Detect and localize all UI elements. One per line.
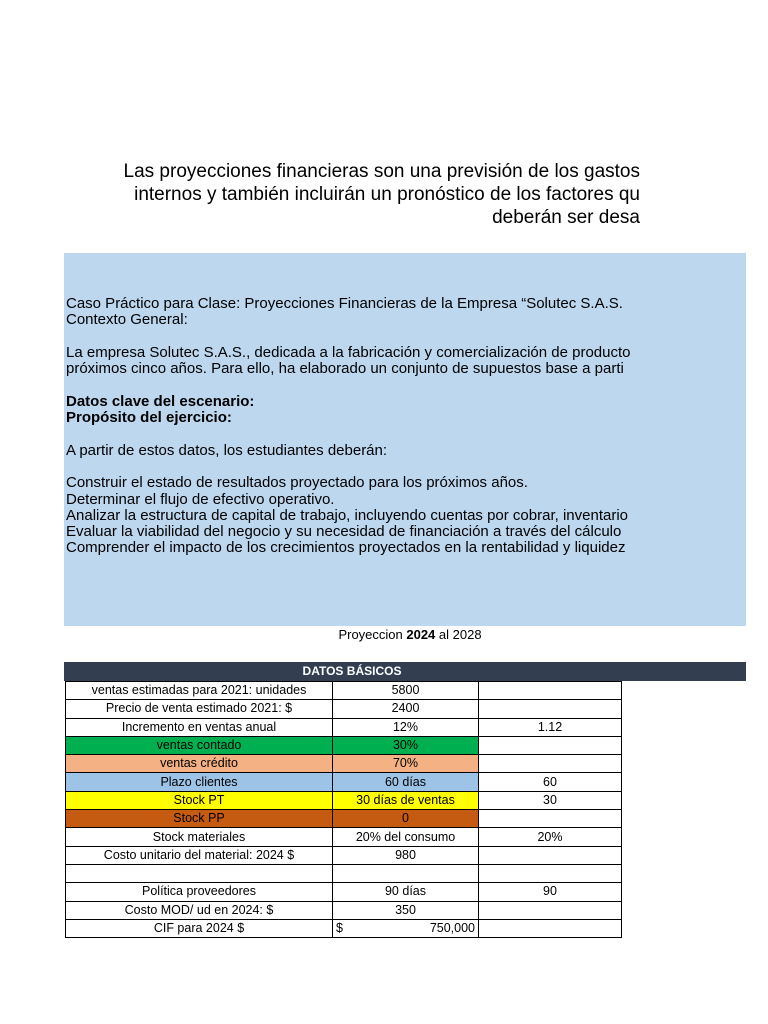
table-row xyxy=(66,901,622,919)
row-value-cell[interactable]: 0 xyxy=(333,810,479,828)
intro-line-3: deberán ser desa xyxy=(492,207,640,228)
row-label-cell[interactable]: ventas crédito xyxy=(66,755,333,773)
row-value-cell[interactable]: 30% xyxy=(333,736,479,754)
case-key-data-heading: Datos clave del escenario: xyxy=(66,392,255,410)
table-header-label: DATOS BÁSICOS xyxy=(302,664,402,678)
row-extra-cell[interactable] xyxy=(479,919,622,937)
row-extra-cell[interactable] xyxy=(479,846,622,864)
row-extra-cell[interactable] xyxy=(479,864,622,882)
row-value-cell[interactable]: 2400 xyxy=(333,700,479,718)
currency-symbol: $ xyxy=(336,921,343,935)
table-row xyxy=(66,846,622,864)
row-label-cell[interactable]: Incremento en ventas anual xyxy=(66,718,333,736)
row-extra-cell[interactable]: 20% xyxy=(479,828,622,846)
table-row xyxy=(66,883,622,901)
row-extra-cell[interactable]: 1.12 xyxy=(479,718,622,736)
case-task-1: Construir el estado de resultados proyectado para los próximos años. xyxy=(66,474,528,492)
row-label-cell[interactable]: Stock PT xyxy=(66,791,333,809)
case-title: Caso Práctico para Clase: Proyecciones Financieras de la Empresa “Solutec S.A.S. xyxy=(66,296,623,312)
row-extra-cell[interactable] xyxy=(479,682,622,700)
row-label-cell[interactable]: Costo unitario del material: 2024 $ xyxy=(66,846,333,864)
row-label-cell[interactable]: Política proveedores xyxy=(66,883,333,901)
row-extra-cell[interactable] xyxy=(479,736,622,754)
table-row xyxy=(66,682,622,700)
row-label-cell[interactable]: Stock materiales xyxy=(66,828,333,846)
row-value-cell[interactable]: 350 xyxy=(333,901,479,919)
row-extra-cell[interactable]: 30 xyxy=(479,791,622,809)
case-context-label: Contexto General: xyxy=(66,311,188,329)
row-label-cell[interactable]: Precio de venta estimado 2021: $ xyxy=(66,700,333,718)
cif-amount: 750,000 xyxy=(429,921,475,935)
table-row xyxy=(66,810,622,828)
table-row xyxy=(66,773,622,791)
row-label-cell[interactable] xyxy=(66,864,333,882)
row-value-cell[interactable]: 70% xyxy=(333,755,479,773)
table-row-cif xyxy=(66,919,622,937)
intro-line-1: Las proyecciones financieras son una previsión de los gastos xyxy=(123,161,640,182)
row-extra-cell[interactable] xyxy=(479,755,622,773)
table-row xyxy=(66,718,622,736)
row-extra-cell[interactable] xyxy=(479,700,622,718)
case-tasks-intro: A partir de estos datos, los estudiantes deberán: xyxy=(66,441,388,459)
table-row xyxy=(66,791,622,809)
basic-data-table xyxy=(65,681,622,938)
row-label-cell[interactable]: CIF para 2024 $ xyxy=(66,919,333,937)
row-extra-cell[interactable] xyxy=(479,810,622,828)
row-value-cell[interactable]: 20% del consumo xyxy=(333,828,479,846)
case-paragraph-2: próximos cinco años. Para ello, ha elaborado un conjunto de supuestos base a parti xyxy=(66,360,624,378)
case-task-4: Evaluar la viabilidad del negocio y su necesidad de financiación a través del cálculo xyxy=(66,523,622,541)
table-row xyxy=(66,755,622,773)
row-label-cell[interactable]: Stock PP xyxy=(66,810,333,828)
row-extra-cell[interactable]: 60 xyxy=(479,773,622,791)
case-task-5: Comprender el impacto de los crecimientos proyectados en la rentabilidad y liquidez xyxy=(66,539,626,557)
row-extra-cell[interactable] xyxy=(479,901,622,919)
case-study-text xyxy=(66,296,642,557)
row-label-cell[interactable]: Costo MOD/ ud en 2024: $ xyxy=(66,901,333,919)
intro-line-2: internos y también incluirán un pronóstico de los factores qu xyxy=(134,184,640,205)
case-purpose-heading: Propósito del ejercicio: xyxy=(66,409,232,427)
row-label-cell[interactable]: ventas contado xyxy=(66,736,333,754)
row-value-cell[interactable] xyxy=(333,864,479,882)
table-row xyxy=(66,700,622,718)
row-label-cell[interactable]: ventas estimadas para 2021: unidades xyxy=(66,682,333,700)
row-value-cell[interactable] xyxy=(333,919,479,937)
row-value-cell[interactable]: 5800 xyxy=(333,682,479,700)
table-row xyxy=(66,828,622,846)
row-label-cell[interactable]: Plazo clientes xyxy=(66,773,333,791)
row-value-cell[interactable]: 980 xyxy=(333,846,479,864)
case-task-3: Analizar la estructura de capital de trabajo, incluyendo cuentas por cobrar, inventario xyxy=(66,506,628,524)
case-paragraph-1: La empresa Solutec S.A.S., dedicada a la fabricación y comercialización de producto xyxy=(66,343,631,361)
case-task-2: Determinar el flujo de efectivo operativo. xyxy=(66,490,335,508)
intro-paragraph xyxy=(0,160,640,229)
table-row xyxy=(66,864,622,882)
row-value-cell[interactable]: 90 días xyxy=(333,883,479,901)
row-value-cell[interactable]: 60 días xyxy=(333,773,479,791)
row-extra-cell[interactable]: 90 xyxy=(479,883,622,901)
row-value-cell[interactable]: 30 días de ventas xyxy=(333,791,479,809)
table-row xyxy=(66,736,622,754)
projection-title: Proyeccion 2024 al 2028 xyxy=(338,627,482,642)
row-value-cell[interactable]: 12% xyxy=(333,718,479,736)
